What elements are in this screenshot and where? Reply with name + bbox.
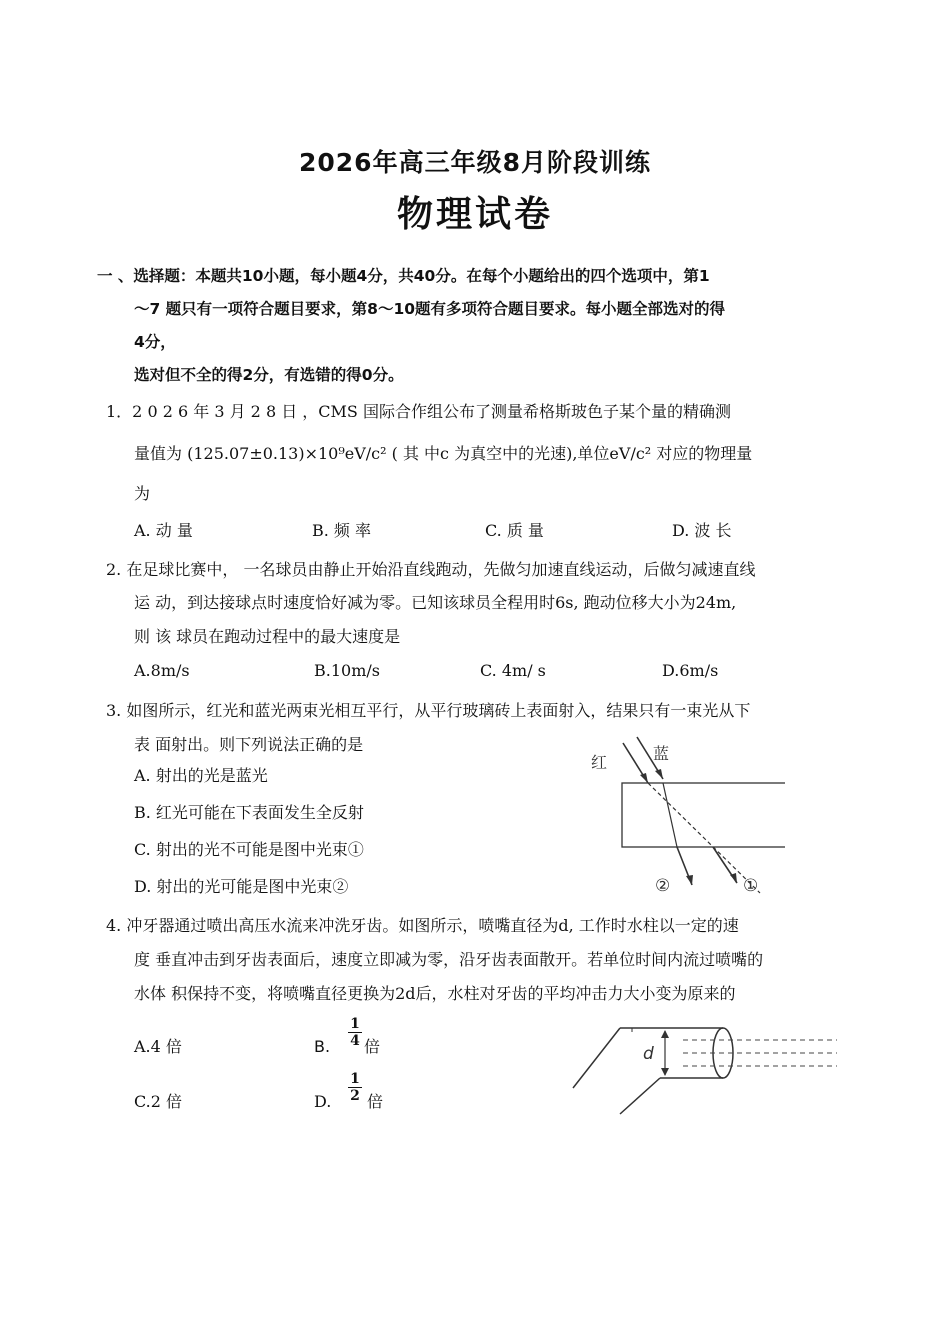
red-arrowhead-icon (640, 773, 648, 783)
q4-option-b-numerator: 1 (350, 1016, 360, 1032)
q1-option-a: A. 动 量 (134, 521, 193, 540)
q3-glass-brick-diagram (585, 735, 785, 900)
q4-option-d-fraction (348, 1072, 362, 1103)
section-instruction-line3: 4分， (134, 333, 176, 351)
beam2-arrowhead-icon (686, 875, 693, 885)
q1-stem-line2: 量值为 (125.07±0.13)×10⁹eV/c² ( 其 中c 为真空中的光速),单位eV/c² 对应的物理量 (134, 444, 753, 463)
q4-stem-line3: 水体 积保持不变，将喷嘴直径更换为2d后，水柱对牙齿的平均冲击力大小变为原来的 (134, 984, 736, 1003)
q4-option-a: A.4 倍 (134, 1037, 182, 1056)
beam2-label: ② (655, 876, 671, 896)
q2-option-d: D.6m/s (662, 661, 719, 680)
dimension-arrow-down-icon (661, 1068, 669, 1076)
q4-stem-line2: 度 垂直冲击到牙齿表面后，速度立即减为零，沿牙齿表面散开。若单位时间内流过喷嘴的 (134, 950, 764, 969)
q2-option-c: C. 4m/ s (480, 661, 546, 680)
section-instruction-line4: 选对但不全的得2分，有选错的得0分。 (134, 366, 404, 384)
beam1-label: ① (743, 876, 759, 896)
q1-option-d: D. 波 长 (672, 521, 732, 540)
q4-option-b-label: B. (314, 1037, 331, 1056)
q3-stem-line2: 表 面射出。则下列说法正确的是 (134, 735, 364, 754)
q3-option-c: C. 射出的光不可能是图中光束① (134, 840, 364, 859)
q2-stem-line3: 则 该 球员在跑动过程中的最大速度是 (134, 627, 401, 646)
section-instruction-line2: ～7 题只有一项符合题目要求，第8～10题有多项符合题目要求。每小题全部选对的得 (134, 300, 726, 318)
nozzle-upper-edge (573, 1028, 620, 1088)
q4-option-b-denominator: 4 (350, 1033, 360, 1049)
nozzle-lower-edge (620, 1078, 660, 1114)
q2-stem-line1: 2. 在足球比赛中， 一名球员由静止开始沿直线跑动，先做匀加速直线运动，后做匀减速直线 (106, 560, 756, 579)
q4-option-d-denominator: 2 (350, 1088, 360, 1104)
q4-stem-line1: 4. 冲牙器通过喷出高压水流来冲洗牙齿。如图所示，喷嘴直径为d, 工作时水柱以一定的速 (106, 916, 739, 935)
label-red: 红 (591, 753, 608, 772)
blue-arrowhead-icon (655, 769, 663, 779)
q4-option-c: C.2 倍 (134, 1092, 183, 1111)
q3-option-d: D. 射出的光可能是图中光束② (134, 877, 349, 896)
label-blue: 蓝 (653, 744, 670, 763)
refracted-beam (663, 783, 677, 847)
q4-option-d-numerator: 1 (350, 1071, 360, 1087)
q2-stem-line2: 运 动，到达接球点时速度恰好减为零。已知该球员全程用时6s, 跑动位移大小为24m, (134, 593, 737, 612)
q4-nozzle-diagram (565, 1018, 845, 1120)
q4-option-d-unit: 倍 (367, 1092, 384, 1111)
exam-title: 2026年高三年级8月阶段训练 (299, 148, 651, 177)
q1-option-c: C. 质 量 (485, 521, 544, 540)
q2-option-b: B.10m/s (314, 661, 380, 680)
dimension-arrow-up-icon (661, 1030, 669, 1038)
q4-option-b-fraction (348, 1017, 362, 1048)
exam-subtitle: 物理试卷 (396, 194, 553, 235)
q1-option-b: B. 频 率 (312, 521, 372, 540)
q2-option-a: A.8m/s (134, 661, 190, 680)
q3-option-b: B. 红光可能在下表面发生全反射 (134, 803, 364, 822)
q1-stem-line1: 1．2 0 2 6 年 3 月 2 8 日 ，CMS 国际合作组公布了测量希格斯玻色子某个量的精确测 (106, 402, 731, 421)
q3-option-a: A. 射出的光是蓝光 (134, 766, 268, 785)
q1-stem-line3: 为 (134, 484, 151, 503)
q3-stem-line1: 3. 如图所示，红光和蓝光两束光相互平行，从平行玻璃砖上表面射入，结果只有一束光从下 (106, 701, 751, 720)
q4-option-b-unit: 倍 (364, 1037, 381, 1056)
diameter-label: d (643, 1044, 654, 1064)
section-instruction-line1: 一 、选择题：本题共10小题，每小题4分，共40分。在每个小题给出的四个选项中，第1 (97, 267, 710, 285)
q4-option-d-label: D. (314, 1092, 332, 1111)
